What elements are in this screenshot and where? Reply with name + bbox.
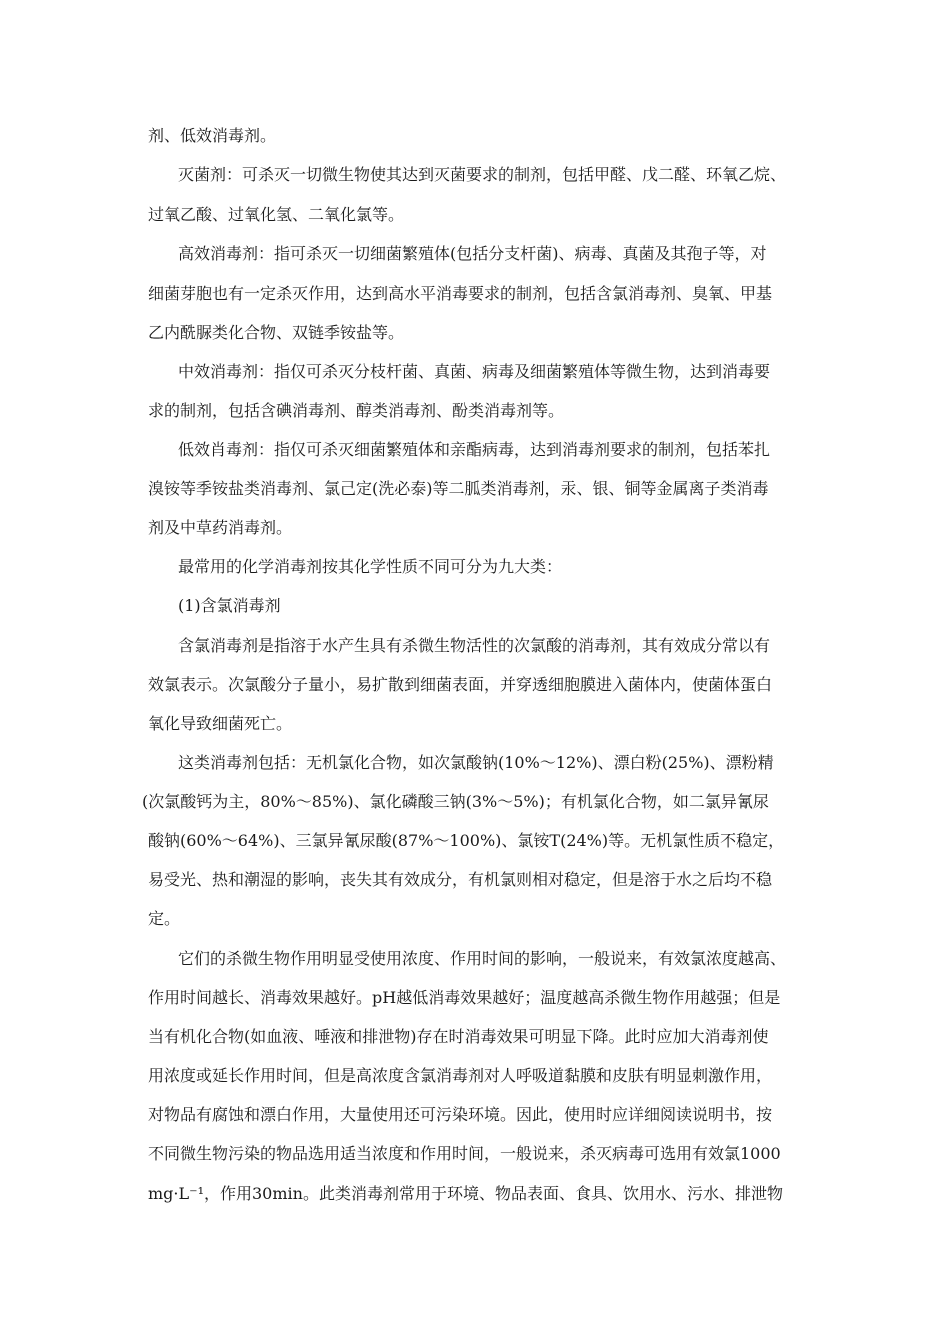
text-line: 当有机化合物(如血液、唾液和排泄物)存在时消毒效果可明显下降。此时应加大消毒剂使: [148, 1027, 769, 1046]
text-line: 细菌芽胞也有一定杀灭作用，达到高水平消毒要求的制剂，包括含氯消毒剂、臭氧、甲基: [148, 284, 773, 303]
text-line: 过氧乙酸、过氧化氢、二氧化氯等。: [148, 205, 405, 224]
text-line: (次氯酸钙为主，80%～85%)、氯化磷酸三钠(3%～5%)；有机氯化合物，如二氯异氰尿: [142, 792, 769, 811]
text-line: 它们的杀微生物作用明显受使用浓度、作用时间的影响，一般说来，有效氯浓度越高、: [178, 949, 787, 968]
section-heading: (1)含氯消毒剂: [178, 596, 281, 615]
text-line: 含氯消毒剂是指溶于水产生具有杀微生物活性的次氯酸的消毒剂，其有效成分常以有: [178, 636, 771, 655]
text-line: 中效消毒剂：指仅可杀灭分枝杆菌、真菌、病毒及细菌繁殖体等微生物，达到消毒要: [178, 362, 771, 381]
text-line: 剂、低效消毒剂。: [148, 126, 277, 145]
text-line: 对物品有腐蚀和漂白作用，大量使用还可污染环境。因此，使用时应详细阅读说明书，按: [148, 1105, 773, 1124]
text-line: 剂及中草药消毒剂。: [148, 518, 293, 537]
text-line: 酸钠(60%～64%)、三氯异氰尿酸(87%～100%)、氯铵T(24%)等。无机氯性质不稳定，: [148, 831, 785, 850]
text-line: mg·L⁻¹，作用30min。此类消毒剂常用于环境、物品表面、食具、饮用水、污水、排泄物: [148, 1184, 783, 1203]
text-line: 不同微生物污染的物品选用适当浓度和作用时间，一般说来，杀灭病毒可选用有效氯1000: [148, 1144, 781, 1163]
text-line: 易受光、热和潮湿的影响，丧失其有效成分，有机氯则相对稳定，但是溶于水之后均不稳: [148, 870, 773, 889]
text-line: 高效消毒剂：指可杀灭一切细菌繁殖体(包括分支杆菌)、病毒、真菌及其孢子等，对: [178, 244, 767, 263]
text-line: 求的制剂，包括含碘消毒剂、醇类消毒剂、酚类消毒剂等。: [148, 401, 565, 420]
text-line: 氧化导致细菌死亡。: [148, 714, 293, 733]
text-line: 溴铵等季铵盐类消毒剂、氯己定(洗必泰)等二胍类消毒剂，汞、银、铜等金属离子类消毒: [148, 479, 769, 498]
text-line: 作用时间越长、消毒效果越好。pH越低消毒效果越好；温度越高杀微生物作用越强；但是: [148, 988, 781, 1007]
text-line: 低效肖毒剂：指仅可杀灭细菌繁殖体和亲酯病毒，达到消毒剂要求的制剂，包括苯扎: [178, 440, 771, 459]
text-line: 最常用的化学消毒剂按其化学性质不同可分为九大类：: [178, 557, 563, 576]
text-line: 定。: [148, 909, 181, 928]
text-line: 灭菌剂：可杀灭一切微生物使其达到灭菌要求的制剂，包括甲醛、戊二醛、环氧乙烷、: [178, 165, 787, 184]
text-line: 用浓度或延长作用时间，但是高浓度含氯消毒剂对人呼吸道黏膜和皮肤有明显刺激作用，: [148, 1066, 773, 1085]
text-line: 效氯表示。次氯酸分子量小，易扩散到细菌表面，并穿透细胞膜进入菌体内，使菌体蛋白: [148, 675, 773, 694]
text-line: 乙内酰脲类化合物、双链季铵盐等。: [148, 323, 405, 342]
text-line: 这类消毒剂包括：无机氯化合物，如次氯酸钠(10%～12%)、漂白粉(25%)、漂粉精: [178, 753, 774, 772]
